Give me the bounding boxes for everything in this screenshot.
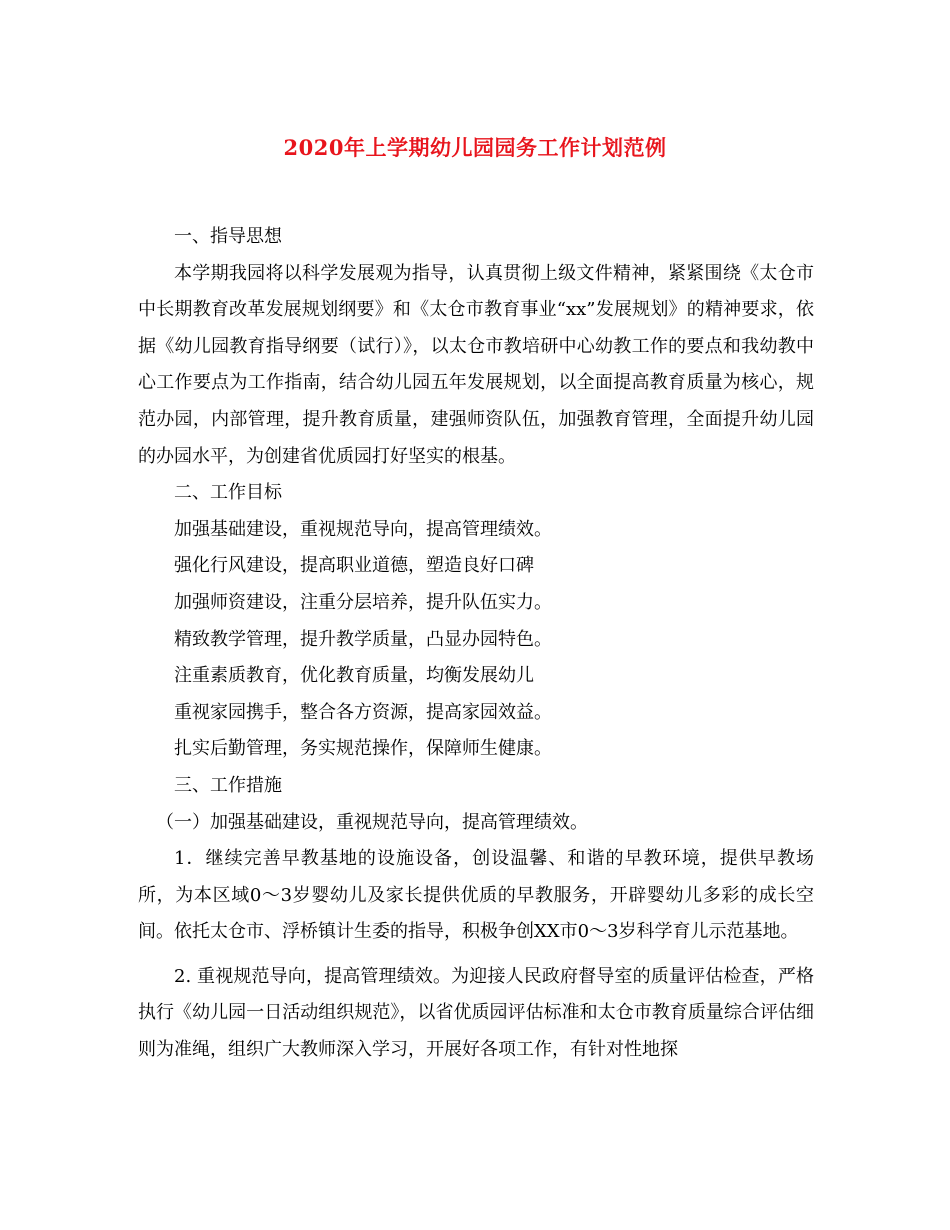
section-heading-work-measures: 三、工作措施 (174, 774, 282, 796)
section-heading-guiding-ideology: 一、指导思想 (174, 226, 282, 247)
measure-paragraph-1: 1．继续完善早教基地的设施设备，创设温馨、和谐的早教环境，提供早教场所，为本区域0～3岁婴幼儿及家长提供优质的早教服务，开辟婴幼儿多彩的成长空间。依托太仓市、浮桥镇计生委的指导，积极争创XX市0～3岁科学育儿示范基地。 (138, 848, 814, 943)
section-heading-work-goals: 二、工作目标 (174, 482, 282, 504)
subsection-heading: （一）加强基础建设，重视规范导向，提高管理绩效。 (156, 811, 588, 833)
goal-item: 重视家园携手，整合各方资源，提高家园效益。 (174, 701, 552, 723)
goal-item: 注重素质教育，优化教育质量，均衡发展幼儿 (174, 665, 534, 687)
goal-item: 扎实后勤管理，务实规范操作，保障师生健康。 (174, 738, 552, 760)
paragraph-guiding-ideology: 本学期我园将以科学发展观为指导，认真贯彻上级文件精神，紧紧围绕《太仓市中长期教育改革发展规划纲要》和《太仓市教育事业“xx”发展规划》的精神要求，依据《幼儿园教育指导纲要（试行）》，以太仓市教培研中心幼教工作的要点和我幼教中心工作要点为工作指南，结合幼儿园五年发展规划，以全面提高教育质量为核心，规范办园，内部管理，提升教育质量，建强师资队伍，加强教育管理，全面提升幼儿园的办园水平，为创建省优质园打好坚实的根基。 (138, 262, 814, 467)
document-title: 2020年上学期幼儿园园务工作计划范例 (283, 135, 667, 160)
document-body (138, 219, 814, 1069)
goal-item: 加强师资建设，注重分层培养，提升队伍实力。 (174, 591, 552, 613)
goal-item: 精致教学管理，提升教学质量，凸显办园特色。 (174, 628, 552, 650)
measure-paragraph-2: 2. 重视规范导向，提高管理绩效。为迎接人民政府督导室的质量评估检查，严格执行《幼儿园一日活动组织规范》，以省优质园评估标准和太仓市教育质量综合评估细则为准绳，组织广大教师深入学习，开展好各项工作，有针对性地探 (138, 965, 814, 1061)
goal-item: 强化行风建设，提高职业道德，塑造良好口碑 (174, 555, 534, 577)
goal-item: 加强基础建设，重视规范导向，提高管理绩效。 (174, 518, 552, 540)
